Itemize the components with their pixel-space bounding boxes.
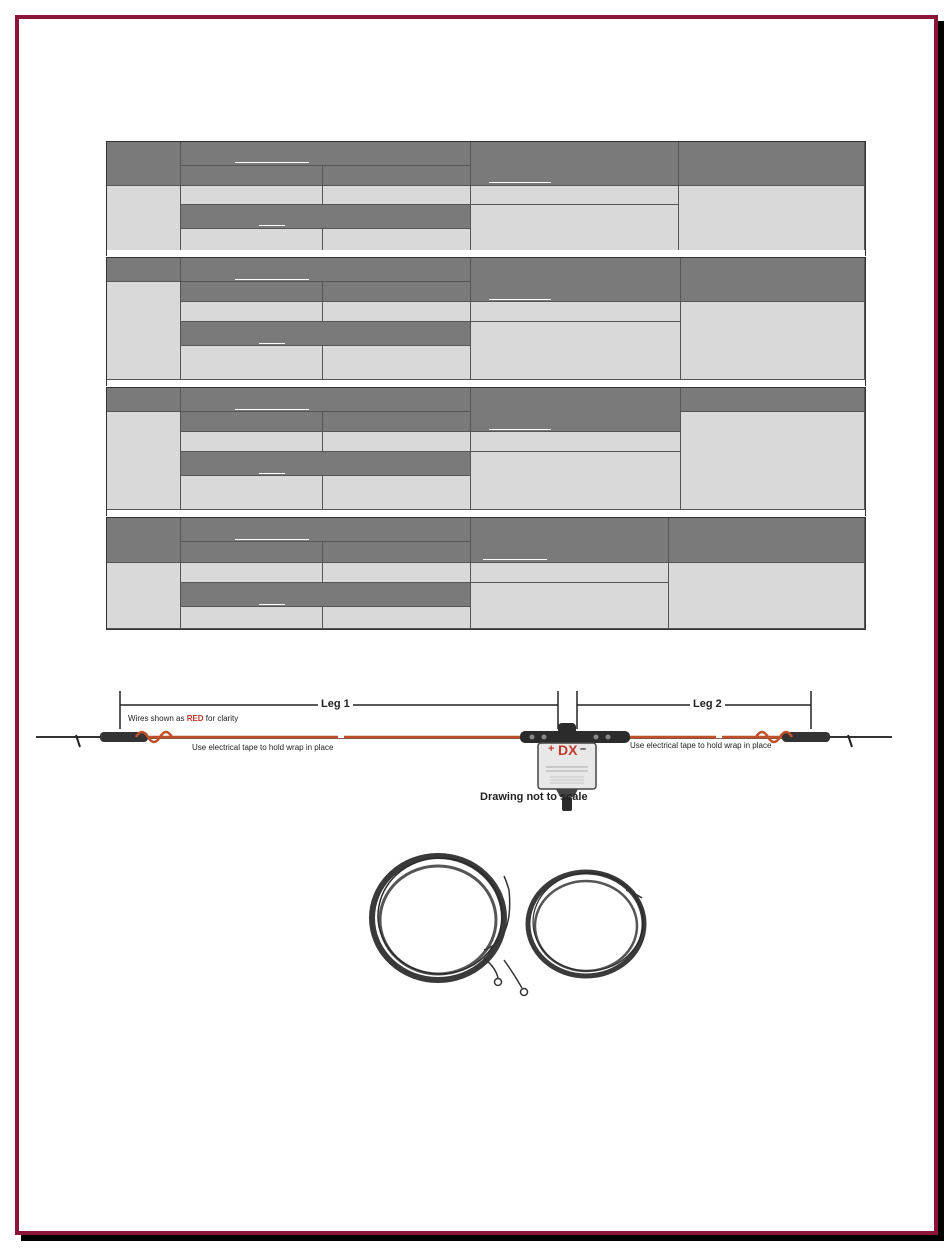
wire-coils-drawing <box>364 850 654 1000</box>
table-cell <box>181 563 323 583</box>
table-cell <box>107 412 181 510</box>
table-cell <box>181 302 323 322</box>
table-cell <box>181 518 471 542</box>
table-cell <box>181 542 323 563</box>
tape-note-left: Use electrical tape to hold wrap in place <box>192 743 334 752</box>
table-cell <box>323 412 471 432</box>
table-cell <box>471 142 679 186</box>
table-cell <box>681 302 865 380</box>
tape-note-right: Use electrical tape to hold wrap in place <box>630 741 772 750</box>
wire-coils-photo-icon <box>364 850 654 1000</box>
table-cell <box>471 452 681 510</box>
table-cell <box>471 583 669 629</box>
table-cell <box>679 142 865 186</box>
table-cell <box>471 186 679 205</box>
table-cell <box>323 229 471 251</box>
scale-note: Drawing not to scale <box>480 791 588 803</box>
table-cell <box>181 583 471 607</box>
table-cell <box>107 258 181 282</box>
box-plus-sign: + <box>548 743 555 755</box>
table-cell <box>181 258 471 282</box>
leg-1-label: Leg 1 <box>318 698 353 710</box>
wire-color-note: Wires shown as RED for clarity <box>128 714 239 723</box>
table-cell <box>471 322 681 380</box>
table-cell <box>471 205 679 251</box>
table-cell <box>323 302 471 322</box>
table-cell <box>681 412 865 510</box>
table-cell <box>107 563 181 629</box>
box-minus-sign: – <box>580 743 587 755</box>
table-cell <box>107 518 181 563</box>
table-cell <box>181 142 471 166</box>
table-cell <box>181 452 471 476</box>
antenna-drawing <box>36 685 896 820</box>
table-cell <box>323 607 471 629</box>
table-cell <box>107 388 181 412</box>
table-cell <box>107 186 181 251</box>
table-cell <box>181 607 323 629</box>
table-cell <box>669 563 865 629</box>
table-cell <box>181 476 323 510</box>
table-cell <box>323 282 471 302</box>
table-cell <box>181 229 323 251</box>
table-cell <box>107 282 181 380</box>
table-cell <box>181 412 323 432</box>
table-cell <box>323 563 471 583</box>
table-cell <box>471 258 681 302</box>
table-cell <box>107 142 181 186</box>
table-cell <box>181 322 471 346</box>
table-cell <box>181 282 323 302</box>
table-cell <box>323 186 471 205</box>
dx-logo-icon: DX <box>558 742 578 758</box>
spec-table-2 <box>106 257 866 381</box>
antenna-diagram <box>36 685 896 820</box>
table-cell <box>323 542 471 563</box>
spec-table-1 <box>106 141 866 252</box>
table-cell <box>471 432 681 452</box>
table-cell <box>323 166 471 186</box>
table-cell <box>471 302 681 322</box>
table-cell <box>681 388 865 412</box>
table-cell <box>323 346 471 380</box>
table-cell <box>181 346 323 380</box>
table-cell <box>181 166 323 186</box>
table-cell <box>181 432 323 452</box>
table-cell <box>471 388 681 432</box>
table-cell <box>181 186 323 205</box>
table-cell <box>323 476 471 510</box>
table-cell <box>681 258 865 302</box>
table-cell <box>669 518 865 563</box>
table-cell <box>181 205 471 229</box>
table-cell <box>323 432 471 452</box>
spec-table-4 <box>106 517 866 630</box>
spec-table-3 <box>106 387 866 511</box>
leg-2-label: Leg 2 <box>690 698 725 710</box>
table-cell <box>471 518 669 563</box>
table-cell <box>181 388 471 412</box>
table-cell <box>679 186 865 251</box>
table-cell <box>471 563 669 583</box>
